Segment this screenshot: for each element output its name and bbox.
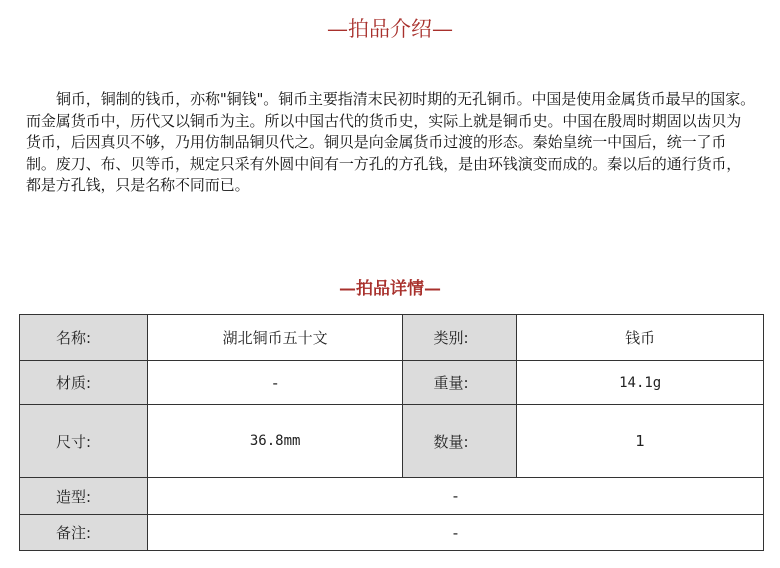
intro-title: —拍品介绍— [327,17,453,41]
note-label: 备注: [20,515,148,551]
table-row [20,478,764,515]
weight-label: 重量: [403,361,517,405]
size-value: 36.8mm [147,405,403,478]
table-row [20,515,764,551]
name-value: 湖北铜币五十文 [147,315,403,361]
note-value: - [147,515,763,551]
quantity-value: 1 [517,405,764,478]
material-label: 材质: [20,361,148,405]
category-label: 类别: [403,315,517,361]
table-row [20,315,764,361]
weight-value: 14.1g [517,361,764,405]
details-table [19,314,764,551]
name-label: 名称: [20,315,148,361]
quantity-label: 数量: [403,405,517,478]
size-label: 尺寸: [20,405,148,478]
table-row [20,405,764,478]
table-row [20,361,764,405]
category-value: 钱币 [517,315,764,361]
shape-value: - [147,478,763,515]
material-value: - [147,361,403,405]
intro-paragraph: 铜币，铜制的钱币，亦称"铜钱"。铜币主要指清末民初时期的无孔铜币。中国是使用金属货币最早的国家。而金属货币中，历代又以铜币为主。所以中国古代的货币史，实际上就是铜币史。中国在殷周时期固以齿贝为货币，后因真贝不够，乃用仿制品铜贝代之。铜贝是向金属货币过渡的形态。秦始皇统一中国后，统一了币制。废刀、布、贝等币，规定只采有外圆中间有一方孔的方孔钱，是由环钱演变而成的。秦以后的通行货币，都是方孔钱，只是名称不同而已。 [26,90,756,194]
shape-label: 造型: [20,478,148,515]
details-title: —拍品详情— [339,279,441,299]
